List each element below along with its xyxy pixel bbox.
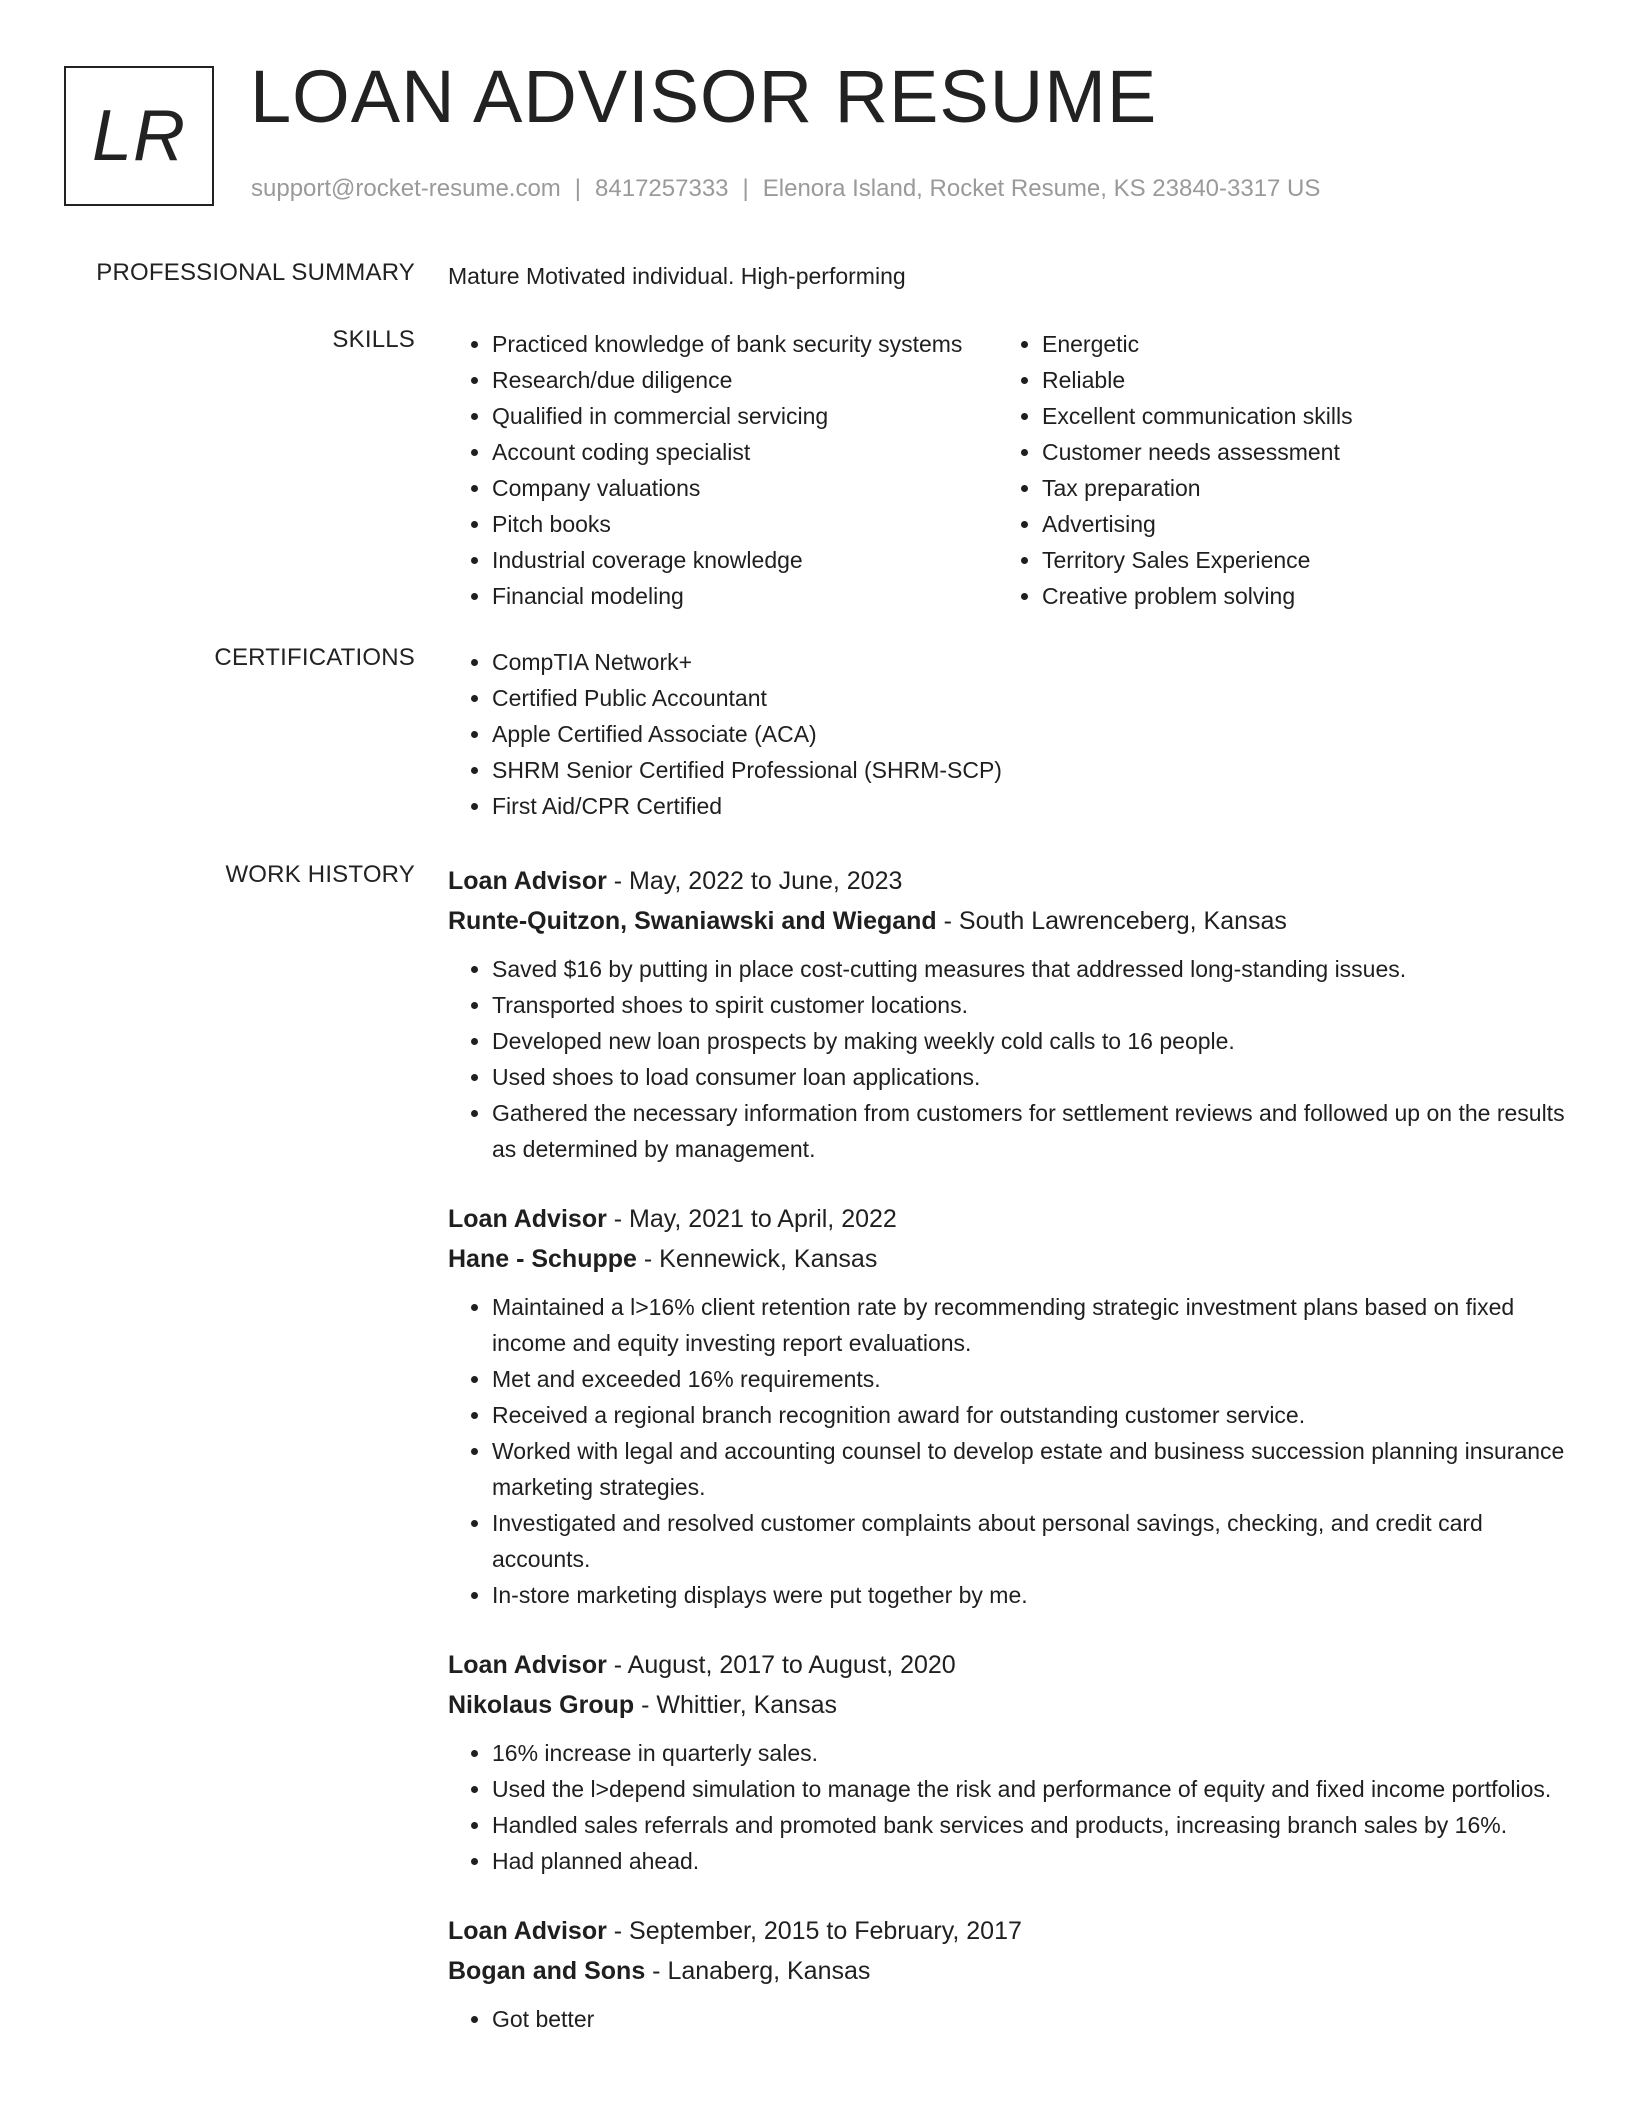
job-location: - Whittier, Kansas: [634, 1691, 837, 1719]
list-item: • Industrial coverage knowledge: [492, 542, 998, 578]
monogram-logo: LR: [64, 66, 214, 206]
contact-phone: 8417257333: [595, 175, 729, 202]
job-bullet: • Received a regional branch recognition award for outstanding customer service.: [492, 1397, 1578, 1433]
job-bullet: • Had planned ahead.: [492, 1843, 1578, 1879]
job-bullet: • 16% increase in quarterly sales.: [492, 1735, 1578, 1771]
job-company-line: [448, 1951, 1578, 1991]
job-company: Nikolaus Group: [448, 1691, 635, 1719]
summary-text: Mature Motivated individual. High-performing: [448, 263, 906, 289]
job-entry: [448, 1911, 1578, 2037]
job-location: - South Lawrenceberg, Kansas: [936, 907, 1287, 935]
job-bullet: • Saved $16 by putting in place cost-cutting measures that addressed long-standing issues.: [492, 951, 1578, 987]
skills-list-left: [448, 326, 998, 614]
job-bullet: • Got better: [492, 2001, 1578, 2037]
job-title: Loan Advisor: [448, 1917, 607, 1945]
section-label-summary: PROFESSIONAL SUMMARY: [96, 259, 415, 286]
list-item: • Tax preparation: [1042, 470, 1353, 506]
job-bullet: • Used the l>depend simulation to manage the risk and performance of equity and fixed income portfolios.: [492, 1771, 1578, 1807]
job-title-line: [448, 1911, 1578, 1951]
job-dates: - September, 2015 to February, 2017: [606, 1917, 1022, 1945]
job-company: Bogan and Sons: [448, 1957, 646, 1985]
job-dates: - May, 2022 to June, 2023: [606, 867, 903, 895]
job-company: Hane - Schuppe: [448, 1245, 637, 1273]
skills-list-right: [998, 326, 1353, 614]
job-bullets: [448, 1289, 1578, 1613]
skills-body: [448, 326, 1578, 614]
job-company: Runte-Quitzon, Swaniawski and Wiegand: [448, 907, 937, 935]
job-bullet: • Met and exceeded 16% requirements.: [492, 1361, 1578, 1397]
job-title: Loan Advisor: [448, 1205, 607, 1233]
job-bullets: [448, 2001, 1578, 2037]
list-item: • Practiced knowledge of bank security systems: [492, 326, 998, 362]
section-label-work-history: WORK HISTORY: [225, 861, 415, 888]
list-item: • Account coding specialist: [492, 434, 998, 470]
certifications-list: [448, 644, 1578, 824]
list-item: • Territory Sales Experience: [1042, 542, 1353, 578]
resume-title: LOAN ADVISOR RESUME: [250, 55, 1158, 138]
list-item: • Energetic: [1042, 326, 1353, 362]
job-title-line: [448, 1199, 1578, 1239]
job-bullet: • Used shoes to load consumer loan applications.: [492, 1059, 1578, 1095]
list-item: • First Aid/CPR Certified: [492, 788, 1578, 824]
job-bullet: • Investigated and resolved customer complaints about personal savings, checking, and credit card accounts.: [492, 1505, 1578, 1577]
contact-separator: |: [742, 175, 749, 202]
list-item: • Company valuations: [492, 470, 998, 506]
list-item: • SHRM Senior Certified Professional (SHRM-SCP): [492, 752, 1578, 788]
job-bullets: [448, 1735, 1578, 1879]
list-item: • Customer needs assessment: [1042, 434, 1353, 470]
list-item: • Pitch books: [492, 506, 998, 542]
list-item: • Creative problem solving: [1042, 578, 1353, 614]
list-item: • Reliable: [1042, 362, 1353, 398]
job-title: Loan Advisor: [448, 1651, 607, 1679]
job-bullet: • Worked with legal and accounting counsel to develop estate and business succession planning insurance marketing strategies.: [492, 1433, 1578, 1505]
contact-line: [251, 175, 1320, 203]
contact-address: Elenora Island, Rocket Resume, KS 23840-3317 US: [762, 175, 1321, 202]
list-item: • Apple Certified Associate (ACA): [492, 716, 1578, 752]
list-item: • Advertising: [1042, 506, 1353, 542]
contact-separator: |: [574, 175, 582, 202]
job-bullet: • Handled sales referrals and promoted bank services and products, increasing branch sales by 16%.: [492, 1807, 1578, 1843]
job-location: - Lanaberg, Kansas: [645, 1957, 871, 1985]
job-bullet: • Developed new loan prospects by making weekly cold calls to 16 people.: [492, 1023, 1578, 1059]
list-item: • Certified Public Accountant: [492, 680, 1578, 716]
job-title-line: [448, 861, 1578, 901]
job-location: - Kennewick, Kansas: [636, 1245, 878, 1273]
job-entry: [448, 1645, 1578, 1879]
job-company-line: [448, 1685, 1578, 1725]
job-bullet: • Transported shoes to spirit customer locations.: [492, 987, 1578, 1023]
job-dates: - May, 2021 to April, 2022: [606, 1205, 897, 1233]
list-item: • Research/due diligence: [492, 362, 998, 398]
job-title: Loan Advisor: [448, 867, 607, 895]
job-title-line: [448, 1645, 1578, 1685]
job-company-line: [448, 1239, 1578, 1279]
list-item: • Excellent communication skills: [1042, 398, 1353, 434]
job-bullets: [448, 951, 1578, 1167]
job-dates: - August, 2017 to August, 2020: [606, 1651, 956, 1679]
job-bullet: • Gathered the necessary information from customers for settlement reviews and followed up on the results as determined by management.: [492, 1095, 1578, 1167]
section-label-skills: SKILLS: [332, 326, 415, 353]
contact-email: support@rocket-resume.com: [251, 175, 561, 202]
job-entry: [448, 1199, 1578, 1613]
work-history-body: [448, 861, 1578, 2069]
list-item: • Qualified in commercial servicing: [492, 398, 998, 434]
job-company-line: [448, 901, 1578, 941]
list-item: • Financial modeling: [492, 578, 998, 614]
job-bullet: • Maintained a l>16% client retention rate by recommending strategic investment plans based on fixed income and equity investing report evaluations.: [492, 1289, 1578, 1361]
section-label-certifications: CERTIFICATIONS: [214, 644, 415, 671]
list-item: • CompTIA Network+: [492, 644, 1578, 680]
job-bullet: • In-store marketing displays were put together by me.: [492, 1577, 1578, 1613]
job-entry: [448, 861, 1578, 1167]
certifications-body: [448, 644, 1578, 824]
